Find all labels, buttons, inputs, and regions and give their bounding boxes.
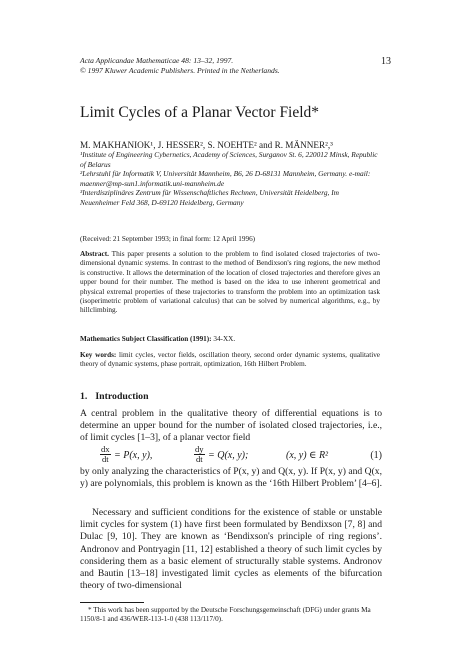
page-number: 13 [381,56,391,67]
equation-1 [80,445,382,465]
author-list: M. MAKHANIOK¹, J. HESSER², S. NOEHTE² and R. MÄNNER²,³ [80,140,333,150]
msc-value: 34-XX. [213,335,236,343]
equation-domain: (x, y) ∈ R² [286,450,329,461]
paragraph-1: A central problem in the qualitative theory of differential equations is to determine an upper bound for the number of isolated closed trajectories, i.e., of limit cycles [1–3], of a planar vector field [80,408,382,444]
fraction-dx-dt: $\frac{dx}{dt}$ [101,444,110,464]
equation-p: = P(x, y), [114,450,153,461]
paper-title: Limit Cycles of a Planar Vector Field* [80,104,320,121]
subject-classification [80,335,235,343]
received-dates: (Received: 21 September 1993; in final form: 12 April 1996) [80,235,256,243]
keywords [80,351,380,370]
equation-number: (1) [370,450,382,461]
affiliation-3: ³Interdisziplinäres Zentrum für Wissenschaftliches Rechnen, Universität Heidelberg, Im Neuenheimer Feld 368, D-69120 Heidelberg, Germany [80,188,340,207]
footnote-rule [80,602,144,603]
affiliation-1: ¹Institute of Engineering Cybernetics, Academy of Sciences, Surganov St. 6, 220012 Minsk, Republic of Belarus [80,150,378,169]
journal-citation: Acta Applicandae Mathematicae 48: 13–32, 1997. [80,56,234,65]
section-title: Introduction [95,391,149,402]
paragraph-3: Necessary and sufficient conditions for the existence of stable or unstable limit cycles for system (1) have first been formulated by Bendixson [7, 8] and Dulac [9, 10]. They are known as ‘Bendixson's principle of ring regions’. Andronov and Pontryagin [11, 12] established a theory of such limit cycles by considering them as a basic element of structurally stable systems. Andronov and Bautin [13–18] investigated limit cycles as elements of the bifurcation theory of two-dimensional [80,507,382,592]
paragraph-2: by only analyzing the characteristics of P(x, y) and Q(x, y). If P(x, y) and Q(x, y) are polynomials, this problem is known as the ‘16th Hilbert Problem’ [4–6]. [80,466,382,490]
fraction-dy-dt: $\frac{dy}{dt}$ [195,444,204,464]
affiliation-2: ²Lehrstuhl für Informatik V, Universität Mannheim, B6, 26 D-68131 Mannheim, Germany. e-mail: maenner@mp-sun1.informatik.uni-mannheim.de [80,169,371,188]
abstract [80,249,380,315]
footnote: * This work has been supported by the Deutsche Forschungsgemeinschaft (DFG) under grants Ma 1150/8-1 and 436/WER-113-1-0 (438 113/117/0). [80,606,371,624]
section-number: 1. [80,391,88,402]
abstract-text: This paper presents a solution to the problem to find isolated closed trajectories of two-dimensional dynamic systems. In contrast to the method of Bendixson's ring regions, the new method is constructive. It allows the determination of the location of closed trajectories and therefore gives an upper bound for their number. The method is based on the idea to use inherent geometrical and physical extremal properties of these trajectories to transform the problem into an optimization task (isoperimetric problem of variational calculus) that can be solved by numerical algorithms, e.g., by hillclimbing. [80,249,380,315]
msc-label: Mathematics Subject Classification (1991): [80,335,212,343]
keywords-text: limit cycles, vector fields, oscillation theory, second order dynamic systems, qualitative theory of dynamic systems, phase portrait, optimization, 16th Hilbert Problem. [80,351,380,369]
copyright-line: © 1997 Kluwer Academic Publishers. Printed in the Netherlands. [80,66,280,75]
abstract-label: Abstract. [80,249,109,258]
keywords-label: Key words: [80,351,117,359]
affiliations [80,150,380,208]
journal-header [80,56,280,76]
section-heading [80,391,149,402]
equation-q: = Q(x, y); [208,450,249,461]
